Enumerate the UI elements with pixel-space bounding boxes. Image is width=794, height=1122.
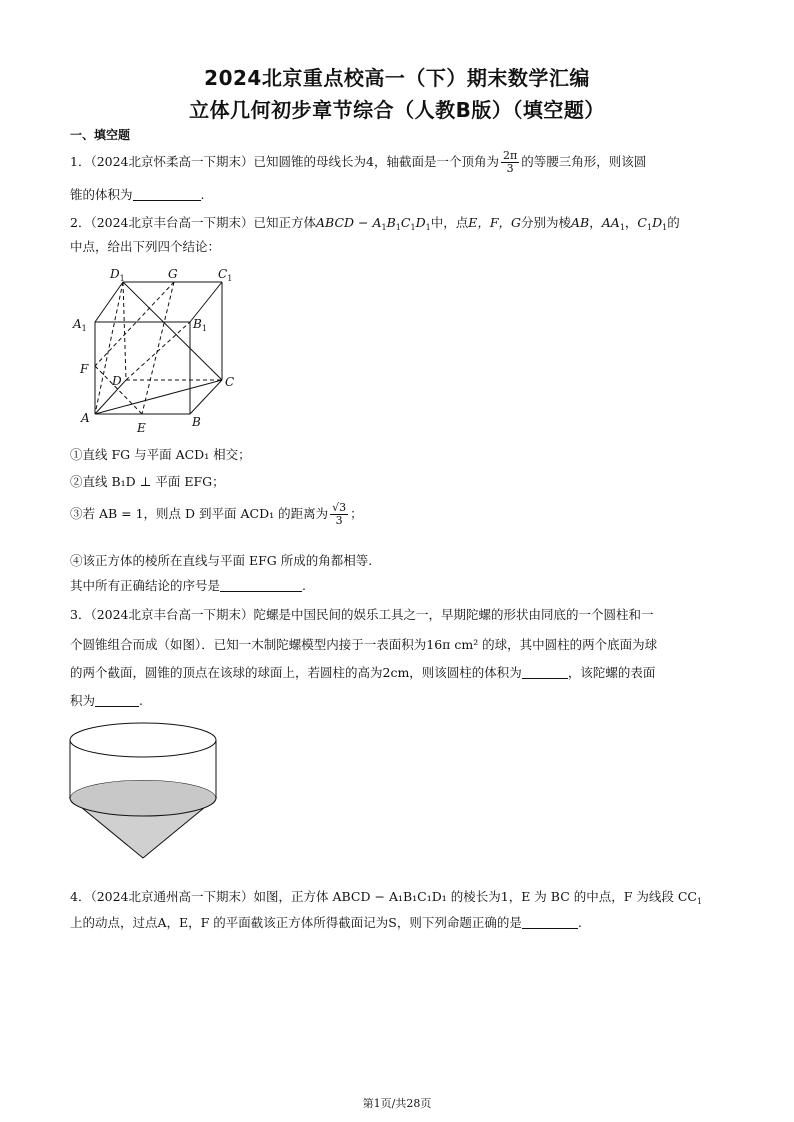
label-B: B [192,415,201,429]
label-B1: $B_1$ [193,317,207,333]
question-1-line2: 锥的体积为 . [70,187,205,202]
conclusion-4: ④该正方体的棱所在直线与平面 EFG 所成的角都相等. [70,553,373,568]
conclusion-1: ①直线 FG 与平面 ACD₁ 相交； [70,447,251,462]
label-C: C [225,375,235,389]
label-D: D [112,374,122,388]
page-footer: 第1页/共28页 [362,1097,432,1110]
spinning-top-figure [64,718,224,862]
question-3-line2: 个圆锥组合而成（如图）．已知一木制陀螺模型内接于一表面积为16π cm² 的球，其中圆柱的两个底面为球 [70,637,658,652]
question-3-line4: 积为 . [70,693,143,708]
question-2-ask: 其中所有正确结论的序号是 . [70,578,306,593]
question-3-line3: 的两个截面，圆锥的顶点在该球的球面上，若圆柱的高为2cm，则该圆柱的体积为 ，该陀螺的表面 [70,665,656,680]
label-G: G [168,267,178,281]
answer-blank-q1[interactable] [133,188,201,201]
label-E: E [137,421,146,435]
conclusion-2: ②直线 B₁D ⊥ 平面 EFG； [70,474,225,489]
conclusion-3: ③若 AB = 1，则点 D 到平面 ACD₁ 的距离为 $\frac{√3}{3}$ ； [70,501,363,527]
label-A: A [81,411,90,425]
doc-title-line1: 2024北京重点校高一（下）期末数学汇编 [204,66,590,90]
doc-title-line2: 立体几何初步章节综合（人教B版）（填空题） [189,98,605,122]
question-4-line1: 4．（2024北京通州高一下期末）如图，正方体 ABCD − A₁B₁C₁D₁ 的棱长为1，E 为 BC 的中点，F 为线段 $CC_1$ [70,889,703,906]
question-1-line1: 1．（2024北京怀柔高一下期末）已知圆锥的母线长为4，轴截面是一个顶角为 $\frac{2\pi}{3}$ 的等腰三角形，则该圆 [70,149,647,175]
cube-figure [70,262,250,440]
answer-blank-q2[interactable] [220,579,302,592]
fraction-2pi-over-3: $\frac{2\pi}{3}$ [502,149,518,175]
fraction-sqrt3-over-3: $\frac{√3}{3}$ [332,501,347,527]
answer-blank-q3a[interactable] [522,666,568,679]
question-2-line2: 中点，给出下列四个结论： [70,239,221,254]
label-C1: $C_1$ [218,267,233,283]
label-D1: $D_1$ [110,267,125,283]
label-A1: $A_1$ [73,317,87,333]
label-F: F [80,362,89,376]
question-4-line2: 上的动点，过点A，E，F 的平面截该正方体所得截面记为S，则下列命题正确的是 . [70,915,582,930]
answer-blank-q4[interactable] [522,916,578,929]
question-2-line1: 2．（2024北京丰台高一下期末）已知正方体ABCD − $A_1B_1C_1D_1$中，点E，F，G分别为棱AB，$AA_1$，$C_1D_1$的 [70,215,680,232]
question-3-line1: 3．（2024北京丰台高一下期末）陀螺是中国民间的娱乐工具之一，早期陀螺的形状由同底的一个圆柱和一 [70,607,654,622]
section-heading: 一、填空题 [70,128,131,142]
answer-blank-q3b[interactable] [95,694,139,707]
